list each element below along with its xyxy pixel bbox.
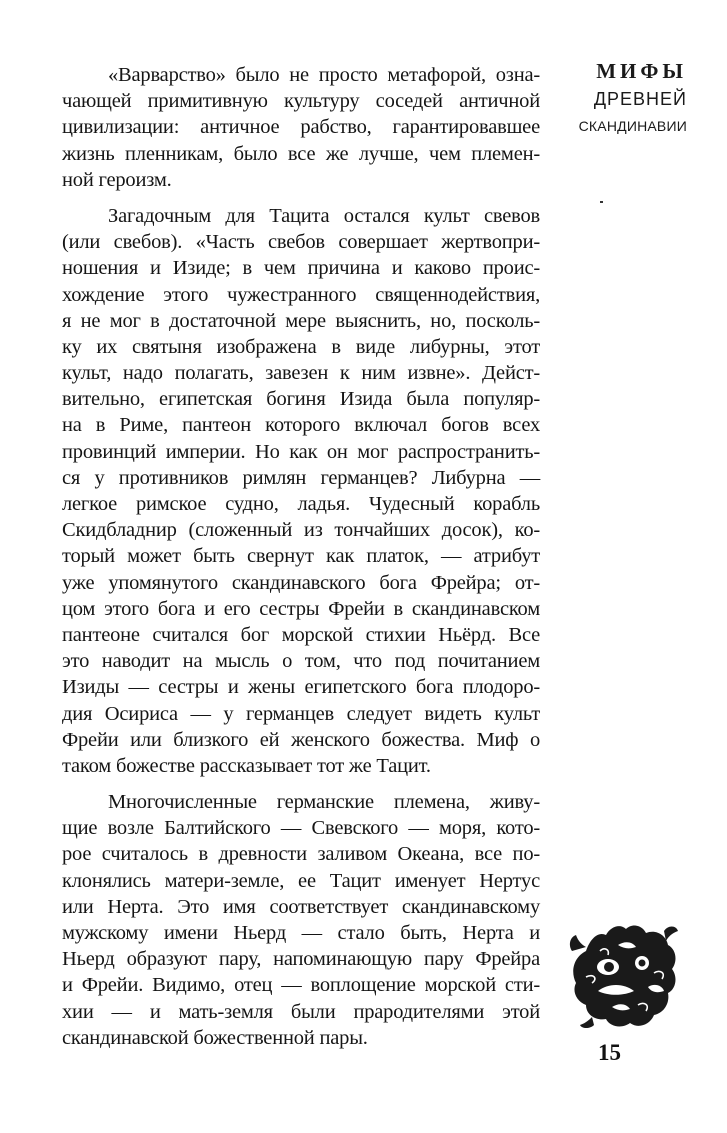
text-line: таком божестве рассказывает тот же Тацит. (62, 754, 431, 777)
text-line: ной героизм. (62, 168, 172, 191)
text-line: Фрейи или близкого ей женского божества. Миф о (62, 728, 540, 751)
body-text (62, 62, 540, 1051)
text-line: хождение этого чужестранного священнодействия, (62, 283, 540, 306)
text-line: Ньерд образуют пару, напоминающую пару Фрейра (62, 948, 540, 971)
text-line: хии — и мать-земля были прародителями этой (62, 1000, 540, 1023)
text-line: на в Риме, пантеон которого включал богов всех (62, 414, 540, 437)
text-line: и Фрейи. Видимо, отец — воплощение морской сти- (62, 974, 540, 997)
text-line: я не мог в достаточной мере выяснить, но, посколь- (62, 309, 540, 332)
text-line: щие возле Балтийского — Свевского — моря, кото- (62, 817, 540, 840)
print-speck (600, 201, 603, 203)
text-line: Изиды — сестры и жены египетского бога плодоро- (62, 676, 540, 699)
text-line: торый может быть свернут как платок, — атрибут (62, 545, 540, 568)
paragraph (62, 203, 540, 779)
text-line: ношения и Изиде; в чем причина и каково проис- (62, 257, 540, 280)
paragraph-gap (62, 779, 540, 789)
text-line: мужскому имени Ньерд — стало быть, Нерта и (62, 922, 540, 944)
running-head-title: МИФЫ (596, 59, 687, 83)
running-head-subtitle: ДРЕВНЕЙ (593, 89, 687, 109)
text-line: рое считалось в древности заливом Океана, все по- (62, 843, 540, 866)
text-line: или Нерта. Это имя соответствует скандинавскому (62, 895, 540, 918)
text-line: ку их святыня изображена в виде либурны, этот (62, 335, 540, 358)
paragraph (62, 62, 540, 193)
text-line: чающей примитивную культуру соседей античной (62, 90, 540, 113)
text-line: уже упомянутого скандинавского бога Фрейра; от- (62, 571, 540, 594)
text-line: клонялись матери-земле, ее Тацит именует Нертус (62, 869, 540, 892)
text-line: цивилизации: античное рабство, гарантировавшее (62, 116, 540, 139)
running-head-region: СКАНДИНАВИИ (578, 118, 687, 134)
text-line: дия Осириса — у германцев следует видеть культ (62, 702, 540, 725)
running-head (537, 58, 687, 136)
text-line: жизнь пленникам, было все же лучше, чем племен- (62, 142, 540, 165)
text-line: пантеоне считался бог морской стихии Ньёрд. Все (62, 623, 540, 646)
text-line: Многочисленные германские племена, живу- (108, 791, 540, 814)
text-line: Скидбладнир (сложенный из тончайших досок), ко- (62, 519, 540, 542)
paragraph (62, 789, 540, 1051)
text-line: ся у противников римлян германцев? Либурна — (62, 466, 540, 489)
text-line: «Варварство» было не просто метафорой, озна- (108, 64, 540, 86)
text-line: скандинавской божественной пары. (62, 1026, 368, 1049)
text-line: (или свебов). «Часть свебов совершает жертвопри- (62, 231, 540, 254)
text-line: легкое римское судно, ладья. Чудесный корабль (62, 493, 540, 515)
text-line: провинций империи. Но как он мог распространить- (62, 440, 540, 463)
text-line: культ, надо полагать, завезен к ним извне». Дейст- (62, 362, 540, 385)
text-line: Загадочным для Тацита остался культ свевов (108, 204, 540, 227)
text-line: цом этого бога и его сестры Фрейи в скандинавском (62, 597, 540, 620)
page-number: 15 (598, 1040, 621, 1065)
text-line: это наводит на мысль о том, что под почитанием (62, 650, 540, 673)
text-line: вительно, египетская богиня Изида была популяр- (62, 388, 540, 411)
norse-beast-head-icon (568, 921, 680, 1031)
paragraph-gap (62, 193, 540, 203)
